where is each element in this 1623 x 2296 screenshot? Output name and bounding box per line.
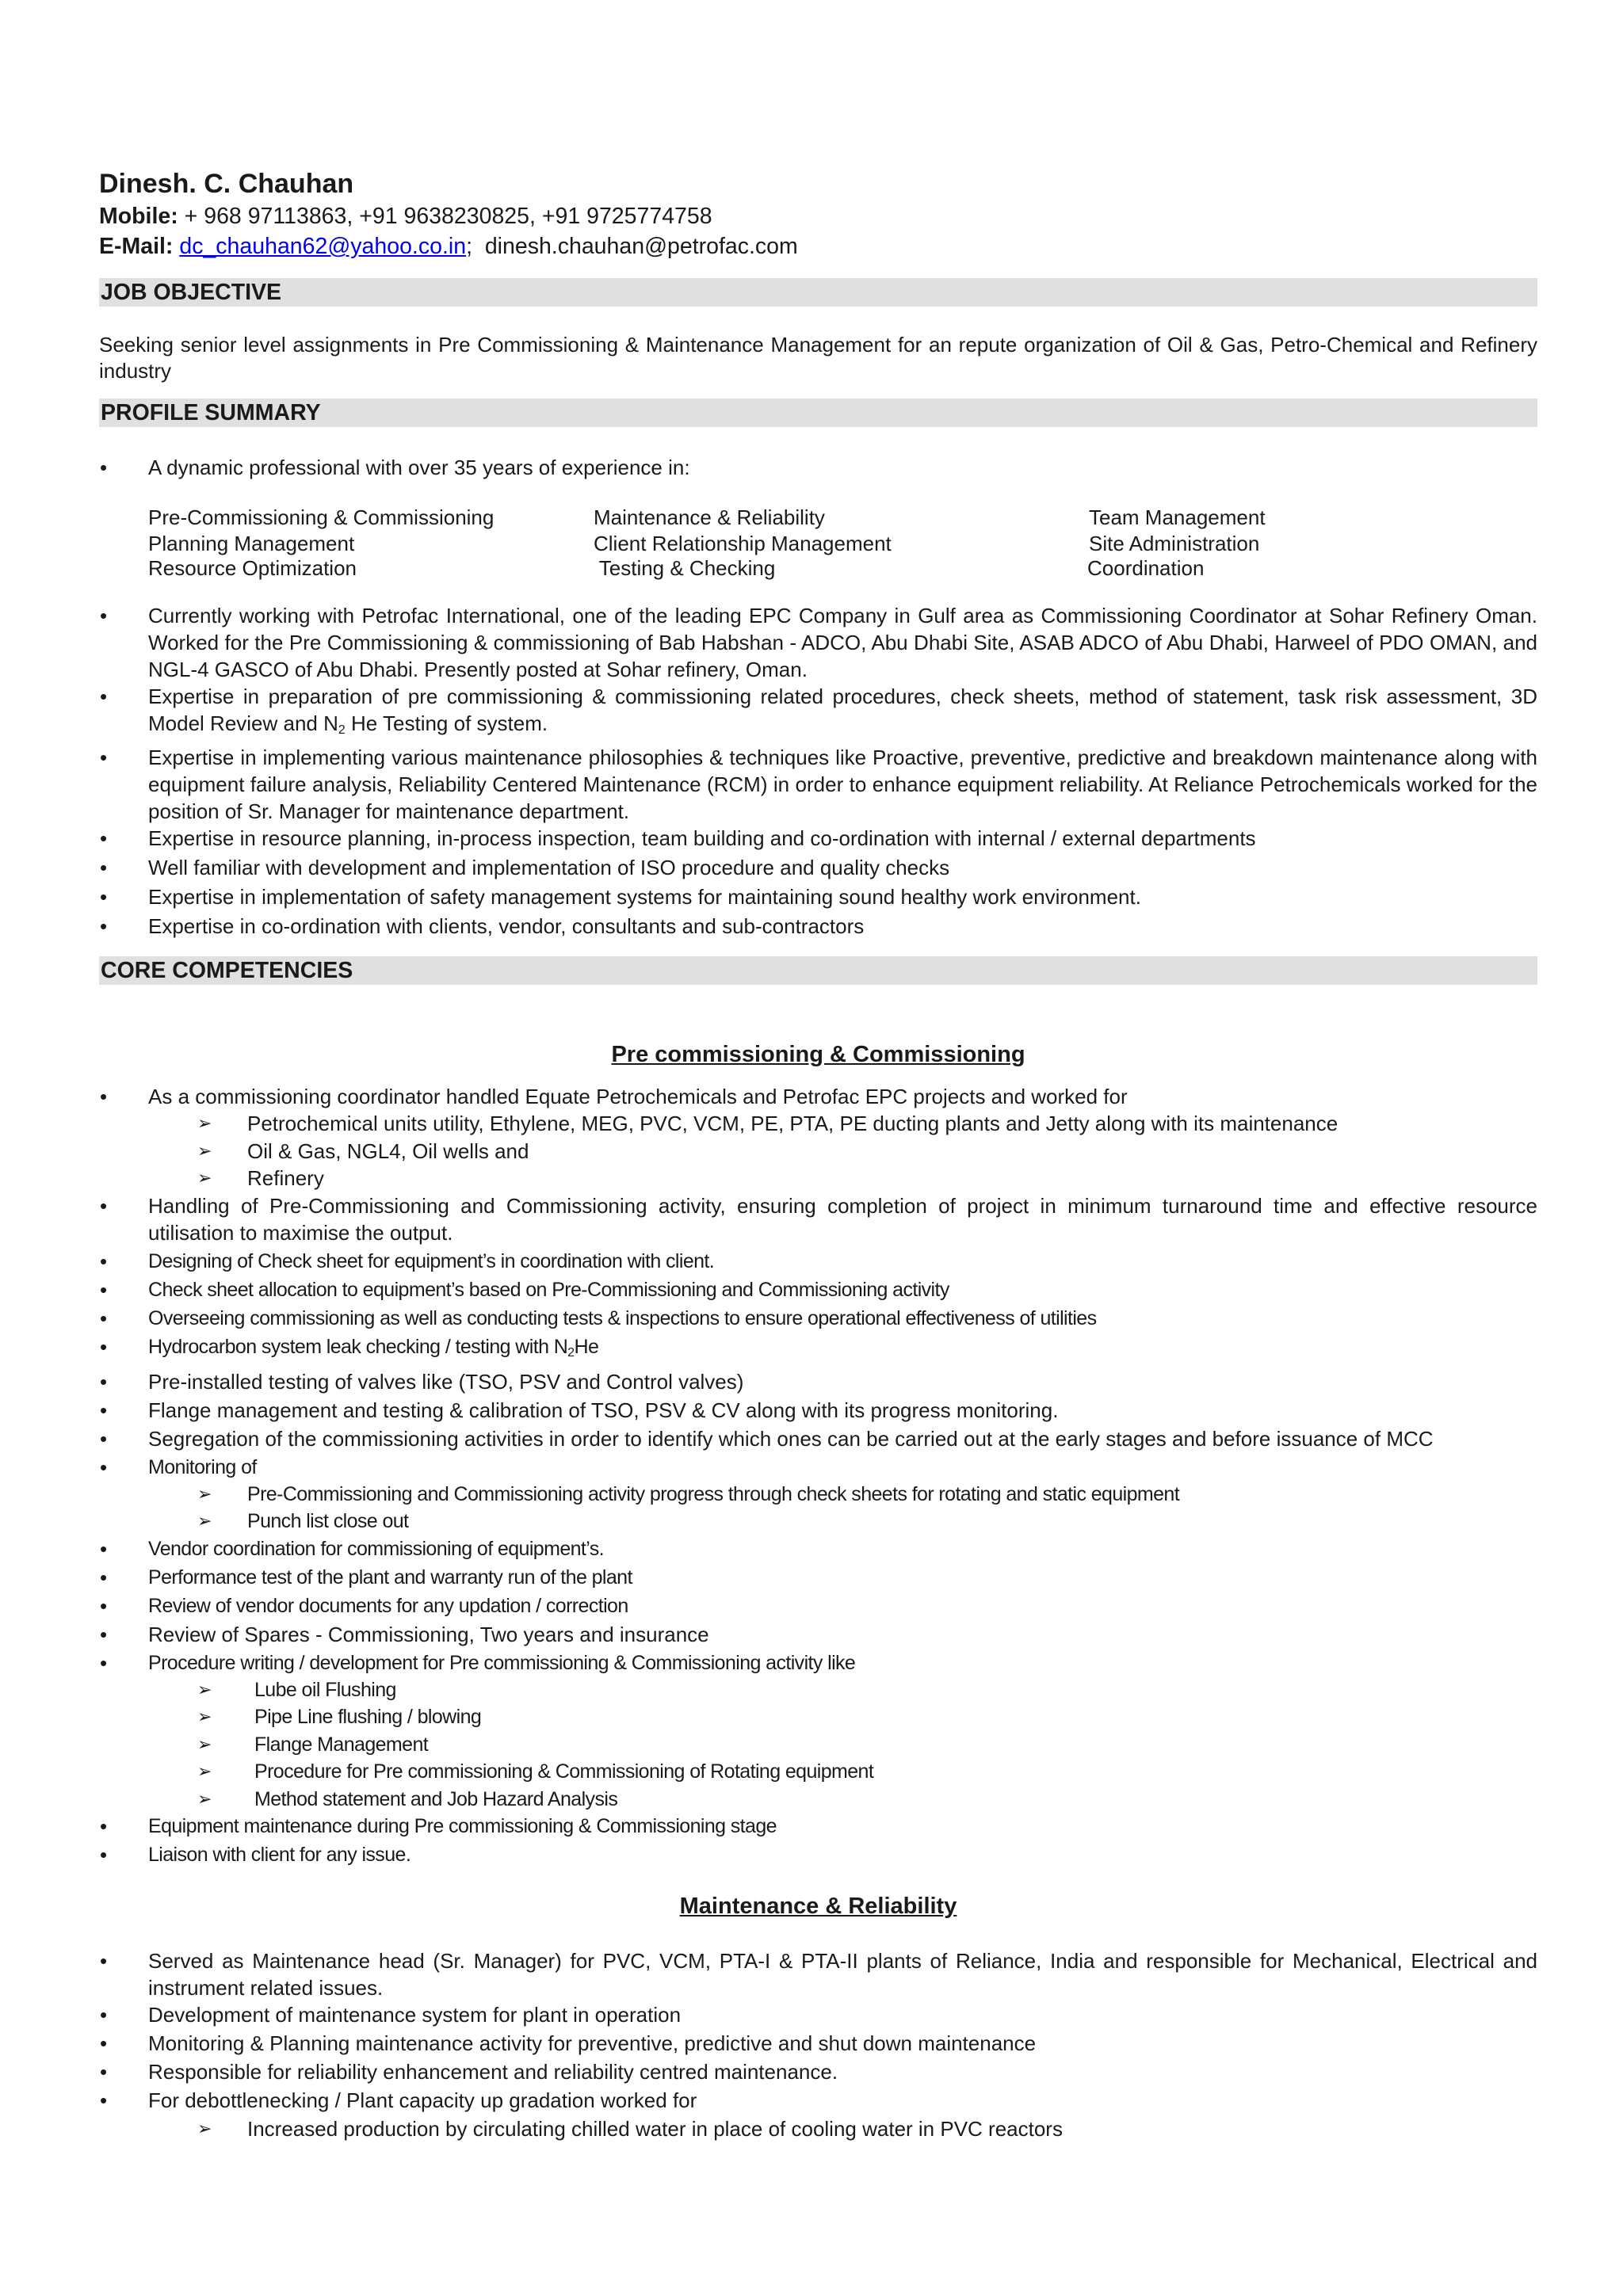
list-item bbox=[99, 1333, 1537, 1367]
sub-item: ➢ Oil & Gas, NGL4, Oil wells and bbox=[197, 1138, 1537, 1165]
skill-item: Team Management bbox=[1089, 505, 1266, 529]
list-item: • Currently working with Petrofac International, one of the leading EPC Company in Gulf area as Commissioning Coordinator at Sohar Refinery Oman. Worked for the Pre Commissioning & commissioning of Bab Habshan - ADCO, Abu Dhabi Site, ASAB ADCO of Abu Dhabi, Harweel of PDO OMAN, and NGL-4 GASCO of Abu Dhabi. Presently posted at Sohar refinery, Oman. bbox=[99, 602, 1537, 683]
precommissioning-list bbox=[99, 1650, 1537, 1676]
list-item: • Expertise in resource planning, in-process inspection, team building and co-ordination with internal / external departments bbox=[99, 825, 1537, 852]
precommissioning-list bbox=[99, 1192, 1537, 1246]
list-item: • Monitoring of bbox=[99, 1454, 1537, 1481]
bullet-text: Hydrocarbon system leak checking / testing with N bbox=[148, 1335, 568, 1358]
email-secondary: dinesh.chauhan@petrofac.com bbox=[484, 234, 798, 259]
precommissioning-list bbox=[99, 1083, 1537, 1110]
section-title-precommissioning: Pre commissioning & Commissioning bbox=[611, 1042, 1025, 1067]
sub-item: ➢ Refinery bbox=[197, 1165, 1537, 1192]
core-competencies-heading: CORE COMPETENCIES bbox=[99, 956, 1537, 985]
list-item: • A dynamic professional with over 35 years of experience in: bbox=[99, 454, 1537, 481]
precommissioning-list bbox=[99, 1813, 1537, 1868]
list-item: • Flange management and testing & calibration of TSO, PSV & CV along with its progress monitoring. bbox=[99, 1397, 1537, 1424]
procedure-sublist bbox=[99, 1676, 1537, 1814]
sub-item: ➢ Lube oil Flushing bbox=[197, 1676, 1537, 1704]
skill-item: Testing & Checking bbox=[594, 556, 776, 580]
sub-item: ➢ Pre-Commissioning and Commissioning activity progress through check sheets for rotating and static equipment bbox=[197, 1481, 1537, 1508]
list-item: • Expertise in implementation of safety management systems for maintaining sound healthy work environment. bbox=[99, 883, 1537, 910]
list-item: • Designing of Check sheet for equipment’s in coordination with client. bbox=[99, 1248, 1537, 1275]
sub-item: ➢ Increased production by circulating chilled water in place of cooling water in PVC reactors bbox=[197, 2115, 1537, 2143]
list-item: • As a commissioning coordinator handled Equate Petrochemicals and Petrofac EPC projects and worked for bbox=[99, 1083, 1537, 1110]
skill-item: Planning Management bbox=[148, 531, 355, 555]
sub-item: ➢ Punch list close out bbox=[197, 1508, 1537, 1535]
job-objective-text: Seeking senior level assignments in Pre Commissioning & Maintenance Management for an repute organization of Oil & Gas, Petro-Chemical and Refinery industry bbox=[99, 333, 1537, 383]
precommissioning-list bbox=[99, 1248, 1537, 1367]
list-item bbox=[99, 683, 1537, 744]
subscript: 2 bbox=[567, 1345, 575, 1360]
bullet-text: He Testing of system. bbox=[345, 711, 548, 735]
sub-item: ➢ Procedure for Pre commissioning & Commissioning of Rotating equipment bbox=[197, 1758, 1537, 1786]
monitoring-sublist bbox=[99, 1481, 1537, 1535]
skill-item: Resource Optimization bbox=[148, 556, 357, 580]
sub-item: ➢ Flange Management bbox=[197, 1731, 1537, 1759]
precommissioning-list bbox=[99, 1621, 1537, 1648]
resume-page bbox=[99, 166, 1537, 2143]
list-item: • Procedure writing / development for Pre commissioning & Commissioning activity like bbox=[99, 1650, 1537, 1676]
list-item: • Review of Spares - Commissioning, Two years and insurance bbox=[99, 1621, 1537, 1648]
candidate-name: Dinesh. C. Chauhan bbox=[99, 169, 354, 199]
list-item: • Development of maintenance system for plant in operation bbox=[99, 2001, 1537, 2028]
email-separator: ; bbox=[466, 234, 485, 259]
mobile-value: + 968 97113863, +91 9638230825, +91 9725774758 bbox=[178, 204, 712, 229]
precommissioning-list bbox=[99, 1454, 1537, 1481]
list-item: • Check sheet allocation to equipment’s based on Pre-Commissioning and Commissioning activity bbox=[99, 1276, 1537, 1303]
list-item: • Served as Maintenance head (Sr. Manager) for PVC, VCM, PTA-I & PTA-II plants of Reliance, India and responsible for Mechanical, Electrical and instrument related issues. bbox=[99, 1947, 1537, 2001]
maintenance-sublist bbox=[99, 2115, 1537, 2143]
subscript: 2 bbox=[338, 723, 346, 737]
precommissioning-list bbox=[99, 1535, 1537, 1619]
list-item: • Overseeing commissioning as well as conducting tests & inspections to ensure operational effectiveness of utilities bbox=[99, 1305, 1537, 1332]
list-item: • Expertise in implementing various maintenance philosophies & techniques like Proactive, preventive, predictive and breakdown maintenance along with equipment failure analysis, Reliability Centered Maintenance (RCM) in order to enhance equipment reliability. At Reliance Petrochemicals worked for the position of Sr. Manager for maintenance department. bbox=[99, 744, 1537, 825]
precommissioning-list bbox=[99, 1368, 1537, 1452]
list-item: • Review of vendor documents for any updation / correction bbox=[99, 1592, 1537, 1619]
list-item: • Monitoring & Planning maintenance activity for preventive, predictive and shut down maintenance bbox=[99, 2030, 1537, 2057]
list-item: • Expertise in co-ordination with clients, vendor, consultants and sub-contractors bbox=[99, 913, 1537, 940]
list-item: • Segregation of the commissioning activities in order to identify which ones can be carried out at the early stages and before issuance of MCC bbox=[99, 1425, 1537, 1452]
maintenance-list bbox=[99, 1947, 1537, 2114]
skill-item: Maintenance & Reliability bbox=[594, 505, 825, 529]
list-item: • Well familiar with development and implementation of ISO procedure and quality checks bbox=[99, 854, 1537, 881]
profile-intro-list bbox=[99, 454, 1537, 481]
mobile-line bbox=[99, 201, 1537, 231]
list-item: • Pre-installed testing of valves like (TSO, PSV and Control valves) bbox=[99, 1368, 1537, 1395]
bullet-text: He bbox=[574, 1335, 599, 1358]
list-item: • Liaison with client for any issue. bbox=[99, 1841, 1537, 1868]
list-item: • Handling of Pre-Commissioning and Commissioning activity, ensuring completion of project in minimum turnaround time and effective resource utilisation to maximise the output. bbox=[99, 1192, 1537, 1246]
sub-item: ➢ Petrochemical units utility, Ethylene, MEG, PVC, VCM, PE, PTA, PE ducting plants and Jetty along with its maintenance bbox=[197, 1110, 1537, 1138]
email-line bbox=[99, 231, 1537, 261]
skill-item: Pre-Commissioning & Commissioning bbox=[148, 505, 495, 529]
list-item: • For debottlenecking / Plant capacity up gradation worked for bbox=[99, 2087, 1537, 2114]
list-item: • Performance test of the plant and warranty run of the plant bbox=[99, 1564, 1537, 1591]
precommissioning-sublist bbox=[99, 1110, 1537, 1192]
skill-item: Client Relationship Management bbox=[594, 531, 892, 555]
email-label: E-Mail: bbox=[99, 234, 174, 259]
sub-item: ➢ Pipe Line flushing / blowing bbox=[197, 1703, 1537, 1731]
skill-item: Coordination bbox=[1087, 556, 1205, 580]
mobile-label: Mobile: bbox=[99, 204, 178, 229]
job-objective-heading: JOB OBJECTIVE bbox=[99, 278, 1537, 307]
bullet-text: Expertise in preparation of pre commissioning & commissioning related procedures, check sheets, method of statement, task risk assessment, 3D Model Review and N bbox=[148, 685, 1537, 735]
section-title-maintenance: Maintenance & Reliability bbox=[679, 1894, 957, 1919]
list-item: • Equipment maintenance during Pre commissioning & Commissioning stage bbox=[99, 1813, 1537, 1840]
email-link[interactable]: dc_chauhan62@yahoo.co.in bbox=[179, 234, 467, 259]
list-item: • Responsible for reliability enhancement and reliability centred maintenance. bbox=[99, 2058, 1537, 2085]
skill-item: Site Administration bbox=[1089, 531, 1260, 555]
skills-grid bbox=[148, 505, 1537, 580]
profile-summary-heading: PROFILE SUMMARY bbox=[99, 399, 1537, 427]
list-item: • Vendor coordination for commissioning of equipment’s. bbox=[99, 1535, 1537, 1562]
profile-bullets bbox=[99, 602, 1537, 940]
sub-item: ➢ Method statement and Job Hazard Analysis bbox=[197, 1786, 1537, 1814]
